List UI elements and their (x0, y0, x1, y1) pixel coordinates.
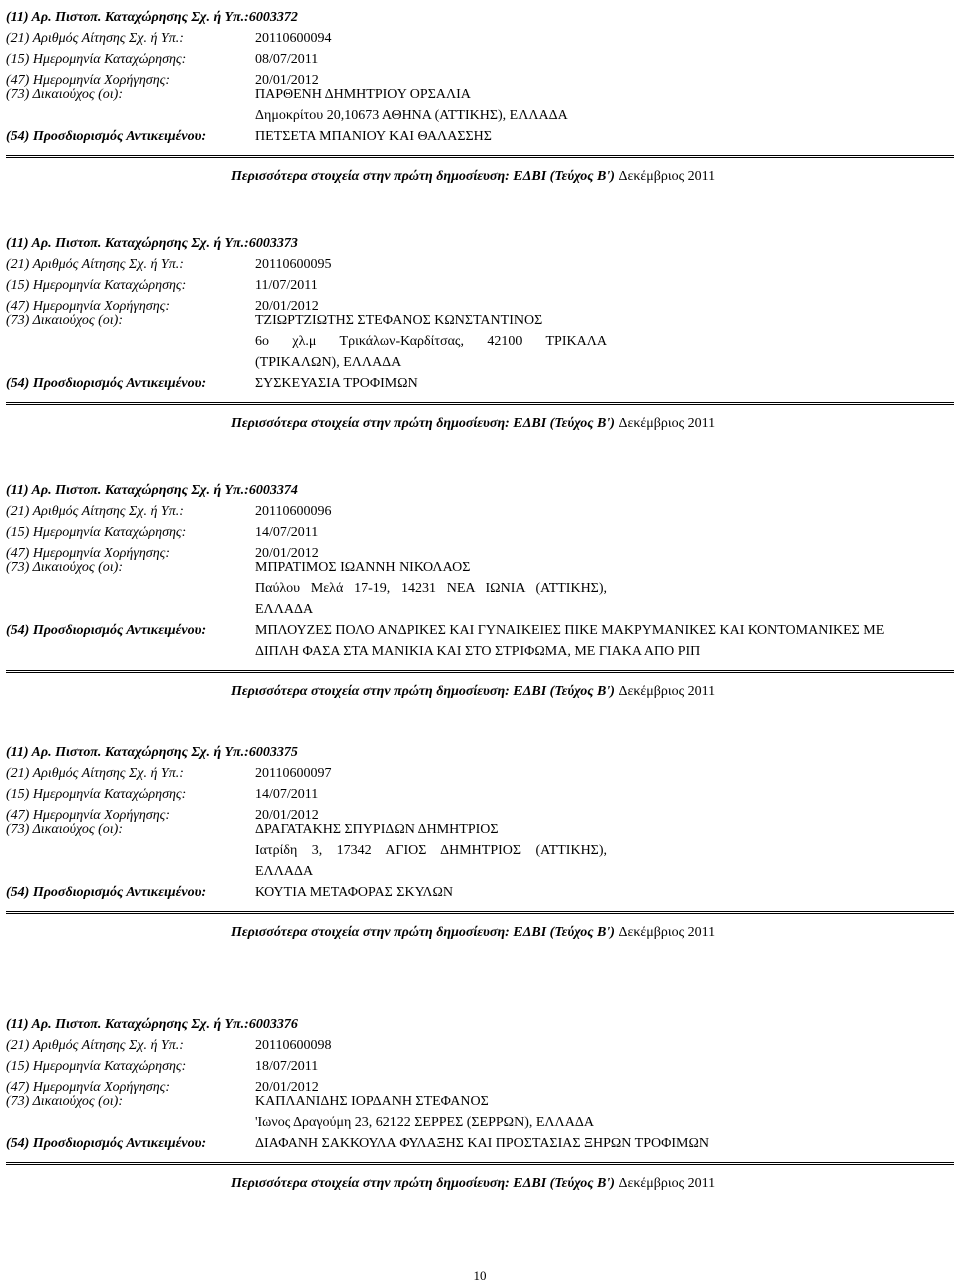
separator-rule (6, 402, 954, 403)
registration-number: 6003373 (248, 236, 298, 251)
separator-rule (6, 1162, 954, 1163)
application-number-label: (21) Αριθμός Αίτησης Σχ. ή Υπ.: (6, 1038, 184, 1053)
object-label: (54) Προσδιορισμός Αντικειμένου: (6, 129, 207, 144)
object-description-line: ΜΠΛΟΥΖΕΣ ΠΟΛΟ ΑΝΔΡΙΚΕΣ ΚΑΙ ΓΥΝΑΙΚΕΙΕΣ ΠΙΚΕ ΜΑΚΡΥΜΑΝΙΚΕΣ ΚΑΙ ΚΟΝΤΟΜΑΝΙΚΕΣ ΜΕ (255, 623, 885, 638)
registration-number: 6003375 (248, 745, 298, 760)
registration-number: 6003374 (248, 483, 298, 498)
object-label: (54) Προσδιορισμός Αντικειμένου: (6, 623, 207, 638)
registration-number-label: (11) Αρ. Πιστοπ. Καταχώρησης Σχ. ή Υπ.: (6, 745, 249, 760)
registration-number-line (6, 1017, 298, 1033)
filing-date-label: (15) Ημερομηνία Καταχώρησης: (6, 1059, 187, 1074)
owner-address-line: Ιατρίδη 3, 17342 ΑΓΙΟΣ ΔΗΜΗΤΡΙΟΣ (ΑΤΤΙΚΗΣ), (255, 843, 607, 858)
publication-note-lead: Περισσότερα στοιχεία στην πρώτη δημοσίευση: ΕΔΒΙ (Τεύχος Β') (231, 1176, 619, 1191)
owners-label: (73) Δικαιούχος (οι): (6, 1094, 123, 1109)
separator-rule (6, 157, 954, 158)
separator-rule (6, 404, 954, 405)
owner-address-line: Παύλου Μελά 17-19, 14231 ΝΕΑ ΙΩΝΙΑ (ΑΤΤΙΚΗΣ), (255, 581, 607, 596)
object-description-line: ΠΕΤΣΕΤΑ ΜΠΑΝΙΟΥ ΚΑΙ ΘΑΛΑΣΣΗΣ (255, 129, 492, 144)
application-number-label: (21) Αριθμός Αίτησης Σχ. ή Υπ.: (6, 31, 184, 46)
application-number-label: (21) Αριθμός Αίτησης Σχ. ή Υπ.: (6, 766, 184, 781)
owner-address-line: ΕΛΛΑΔΑ (255, 602, 314, 617)
publication-note-lead: Περισσότερα στοιχεία στην πρώτη δημοσίευση: ΕΔΒΙ (Τεύχος Β') (231, 925, 619, 940)
filing-date-label: (15) Ημερομηνία Καταχώρησης: (6, 525, 187, 540)
owners-label: (73) Δικαιούχος (οι): (6, 313, 123, 328)
grant-date: 20/01/2012 (255, 1080, 319, 1095)
grant-date: 20/01/2012 (255, 546, 319, 561)
application-number: 20110600095 (255, 257, 332, 272)
owner-name: ΔΡΑΓΑΤΑΚΗΣ ΣΠΥΡΙΔΩΝ ΔΗΜΗΤΡΙΟΣ (255, 822, 499, 837)
publication-note-date: Δεκέμβριος 2011 (618, 925, 716, 940)
grant-date: 20/01/2012 (255, 299, 319, 314)
registration-number-label: (11) Αρ. Πιστοπ. Καταχώρησης Σχ. ή Υπ.: (6, 236, 249, 251)
owner-address-line: Δημοκρίτου 20,10673 ΑΘΗΝΑ (ΑΤΤΙΚΗΣ), ΕΛΛΑΔΑ (255, 108, 568, 123)
filing-date: 14/07/2011 (255, 787, 319, 802)
registration-number-line (6, 10, 298, 26)
publication-note (231, 1176, 715, 1192)
owner-name: ΜΠΡΑΤΙΜΟΣ ΙΩΑΝΝΗ ΝΙΚΟΛΑΟΣ (255, 560, 471, 575)
grant-date: 20/01/2012 (255, 73, 319, 88)
owner-name: ΚΑΠΛΑΝΙΔΗΣ ΙΟΡΔΑΝΗ ΣΤΕΦΑΝΟΣ (255, 1094, 489, 1109)
grant-date-label: (47) Ημερομηνία Χορήγησης: (6, 73, 170, 88)
owner-name: ΠΑΡΘΕΝΗ ΔΗΜΗΤΡΙΟΥ ΟΡΣΑΛΙΑ (255, 87, 471, 102)
application-number-label: (21) Αριθμός Αίτησης Σχ. ή Υπ.: (6, 257, 184, 272)
publication-note-date: Δεκέμβριος 2011 (618, 684, 716, 699)
separator-rule (6, 911, 954, 912)
separator-rule (6, 155, 954, 156)
application-number: 20110600097 (255, 766, 332, 781)
object-label: (54) Προσδιορισμός Αντικειμένου: (6, 885, 207, 900)
registration-number-line (6, 483, 298, 499)
page-number: 10 (473, 1268, 487, 1283)
application-number: 20110600096 (255, 504, 332, 519)
owner-address-line: 6ο χλ.μ Τρικάλων-Καρδίτσας, 42100 ΤΡΙΚΑΛΑ (255, 334, 607, 349)
grant-date-label: (47) Ημερομηνία Χορήγησης: (6, 1080, 170, 1095)
object-label: (54) Προσδιορισμός Αντικειμένου: (6, 1136, 207, 1151)
application-number-label: (21) Αριθμός Αίτησης Σχ. ή Υπ.: (6, 504, 184, 519)
separator-rule (6, 670, 954, 671)
object-description-line: ΔΙΠΛΗ ΦΑΣΑ ΣΤΑ ΜΑΝΙΚΙΑ ΚΑΙ ΣΤΟ ΣΤΡΙΦΩΜΑ, ΜΕ ΓΙΑΚΑ ΑΠΟ ΡΙΠ (255, 644, 701, 659)
registration-number-line (6, 236, 298, 252)
filing-date: 18/07/2011 (255, 1059, 319, 1074)
publication-note-date: Δεκέμβριος 2011 (618, 1176, 716, 1191)
grant-date-label: (47) Ημερομηνία Χορήγησης: (6, 299, 170, 314)
registration-number-label: (11) Αρ. Πιστοπ. Καταχώρησης Σχ. ή Υπ.: (6, 1017, 249, 1032)
publication-note-lead: Περισσότερα στοιχεία στην πρώτη δημοσίευση: ΕΔΒΙ (Τεύχος Β') (231, 169, 619, 184)
registration-number-label: (11) Αρ. Πιστοπ. Καταχώρησης Σχ. ή Υπ.: (6, 483, 249, 498)
registration-number: 6003372 (248, 10, 298, 25)
publication-note (231, 416, 715, 432)
owners-label: (73) Δικαιούχος (οι): (6, 560, 123, 575)
owners-label: (73) Δικαιούχος (οι): (6, 822, 123, 837)
filing-date-label: (15) Ημερομηνία Καταχώρησης: (6, 278, 187, 293)
application-number: 20110600094 (255, 31, 332, 46)
owners-label: (73) Δικαιούχος (οι): (6, 87, 123, 102)
owner-address-line: (ΤΡΙΚΑΛΩΝ), ΕΛΛΑΔΑ (255, 355, 402, 370)
publication-note-date: Δεκέμβριος 2011 (618, 169, 716, 184)
owner-name: ΤΖΙΩΡΤΖΙΩΤΗΣ ΣΤΕΦΑΝΟΣ ΚΩΝΣΤΑΝΤΙΝΟΣ (255, 313, 543, 328)
grant-date-label: (47) Ημερομηνία Χορήγησης: (6, 546, 170, 561)
separator-rule (6, 1164, 954, 1165)
registration-number-label: (11) Αρ. Πιστοπ. Καταχώρησης Σχ. ή Υπ.: (6, 10, 249, 25)
grant-date-label: (47) Ημερομηνία Χορήγησης: (6, 808, 170, 823)
publication-note-lead: Περισσότερα στοιχεία στην πρώτη δημοσίευση: ΕΔΒΙ (Τεύχος Β') (231, 684, 619, 699)
registration-number: 6003376 (248, 1017, 298, 1032)
filing-date-label: (15) Ημερομηνία Καταχώρησης: (6, 52, 187, 67)
application-number: 20110600098 (255, 1038, 332, 1053)
publication-note-lead: Περισσότερα στοιχεία στην πρώτη δημοσίευση: ΕΔΒΙ (Τεύχος Β') (231, 416, 619, 431)
filing-date: 08/07/2011 (255, 52, 319, 67)
filing-date: 14/07/2011 (255, 525, 319, 540)
object-description-line: ΔΙΑΦΑΝΗ ΣΑΚΚΟΥΛΑ ΦΥΛΑΞΗΣ ΚΑΙ ΠΡΟΣΤΑΣΙΑΣ ΞΗΡΩΝ ΤΡΟΦΙΜΩΝ (255, 1136, 709, 1151)
publication-note-date: Δεκέμβριος 2011 (618, 416, 716, 431)
publication-note (231, 169, 715, 185)
separator-rule (6, 913, 954, 914)
filing-date-label: (15) Ημερομηνία Καταχώρησης: (6, 787, 187, 802)
registration-number-line (6, 745, 298, 761)
owner-address-line: 'Ιωνος Δραγούμη 23, 62122 ΣΕΡΡΕΣ (ΣΕΡΡΩΝ), ΕΛΛΑΔΑ (255, 1115, 594, 1130)
filing-date: 11/07/2011 (255, 278, 318, 293)
object-label: (54) Προσδιορισμός Αντικειμένου: (6, 376, 207, 391)
object-description-line: ΚΟΥΤΙΑ ΜΕΤΑΦΟΡΑΣ ΣΚΥΛΩΝ (255, 885, 454, 900)
object-description-line: ΣΥΣΚΕΥΑΣΙΑ ΤΡΟΦΙΜΩΝ (255, 376, 418, 391)
owner-address-line: ΕΛΛΑΔΑ (255, 864, 314, 879)
publication-note (231, 925, 715, 941)
separator-rule (6, 672, 954, 673)
publication-note (231, 684, 715, 700)
grant-date: 20/01/2012 (255, 808, 319, 823)
